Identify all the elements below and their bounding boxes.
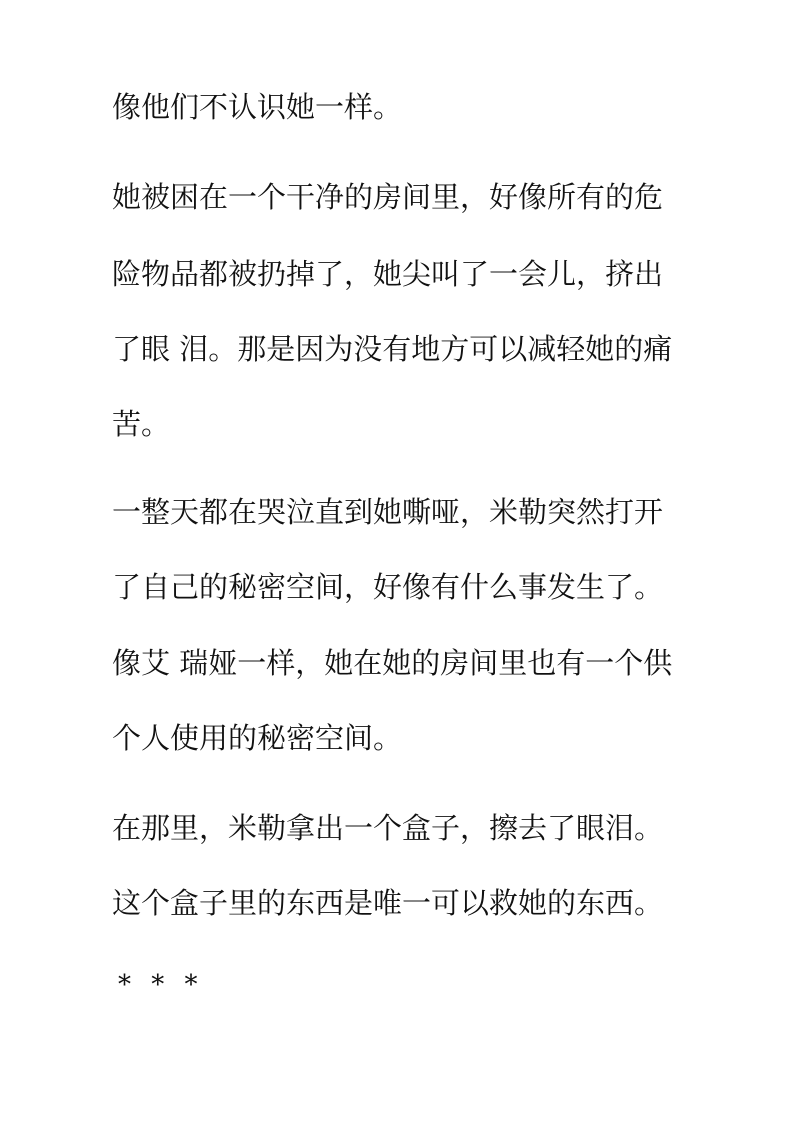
text-line: 像他们不认识她一样。: [112, 90, 403, 124]
text-line: 她被困在一个干净的房间里，好像所有的危: [112, 180, 664, 214]
text-line: 险物品都被扔掉了，她尖叫了一会儿，挤出: [112, 257, 664, 291]
scene-separator: * * *: [118, 970, 204, 1000]
text-line: 苦。: [112, 407, 171, 441]
text-line: 个人使用的秘密空间。: [112, 721, 403, 755]
text-line: 像艾 瑞娅一样，她在她的房间里也有一个供: [112, 646, 673, 680]
text-line: 一整天都在哭泣直到她嘶哑，米勒突然打开: [112, 495, 664, 529]
text-line: 了自己的秘密空间，好像有什么事发生了。: [112, 570, 664, 604]
text-line: 这个盒子里的东西是唯一可以救她的东西。: [112, 886, 664, 920]
text-line: 在那里，米勒拿出一个盒子，擦去了眼泪。: [112, 811, 664, 845]
text-line: 了眼 泪。那是因为没有地方可以减轻她的痛: [112, 332, 673, 366]
